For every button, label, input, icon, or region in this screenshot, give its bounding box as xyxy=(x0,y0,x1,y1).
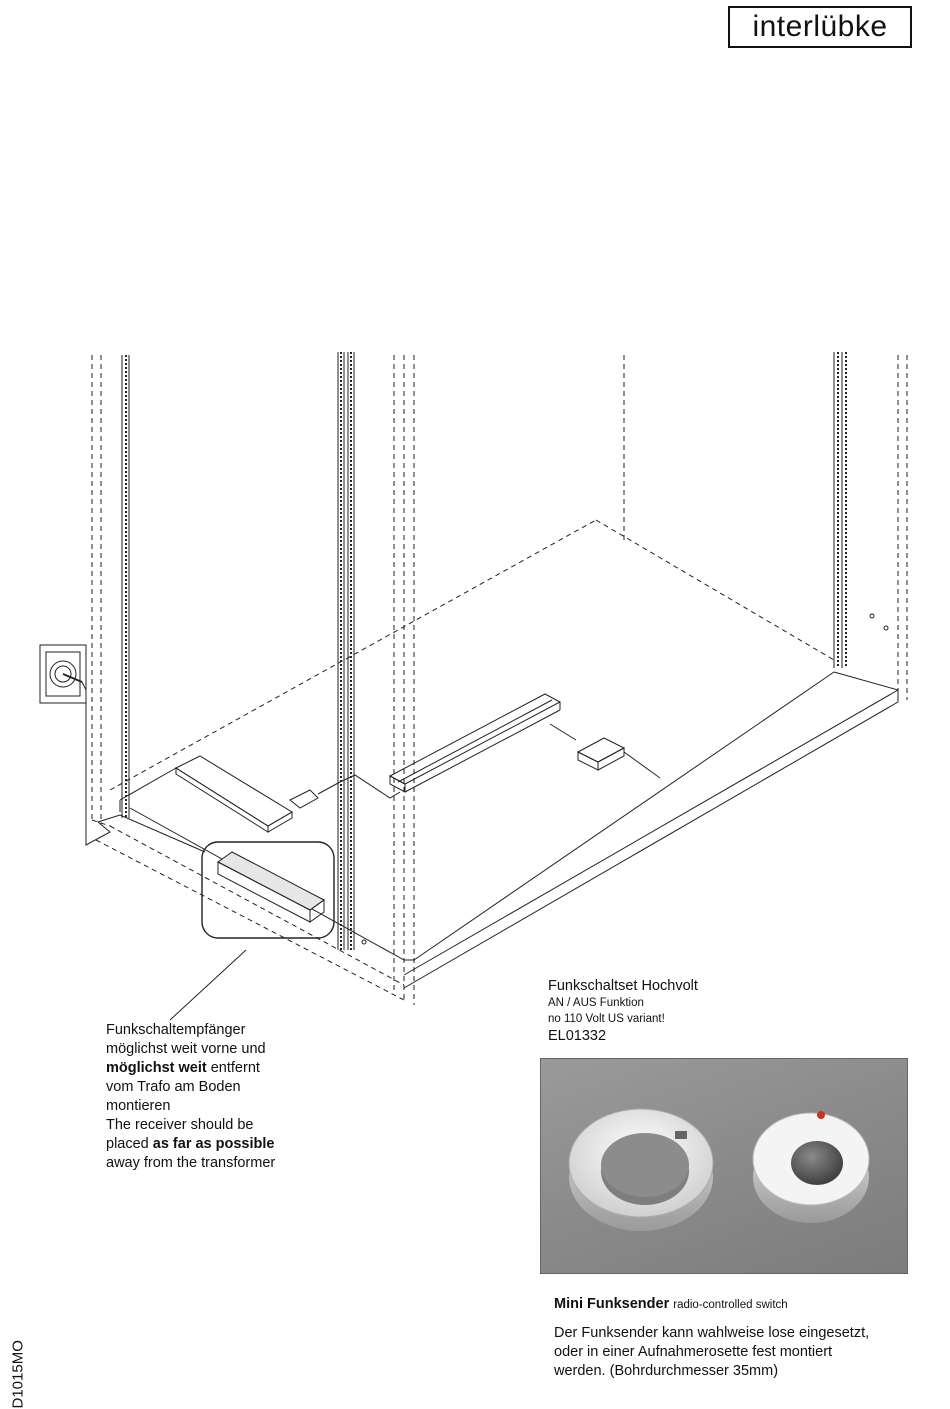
right-side-panel xyxy=(898,355,907,700)
right-rail xyxy=(834,352,846,668)
plug-icon xyxy=(290,775,400,808)
wall-socket-icon xyxy=(40,645,86,703)
note-line-3-rest: entfernt xyxy=(206,1060,260,1076)
set-variant-note: no 110 Volt US variant! xyxy=(548,1013,665,1025)
document-code: D1015MO xyxy=(9,1340,27,1409)
leader-line xyxy=(170,950,246,1020)
note-line-7-bold: as far as possible xyxy=(152,1136,275,1152)
left-rail xyxy=(122,355,129,818)
status-led-icon xyxy=(817,1111,825,1119)
note-line-1: Funkschaltempfänger xyxy=(106,1022,246,1038)
set-function: AN / AUS Funktion xyxy=(548,997,644,1009)
transformer-icon xyxy=(120,756,292,832)
mini-sender-title: Mini Funksender xyxy=(554,1296,670,1312)
receiver-highlight xyxy=(202,842,334,938)
mini-sender-description xyxy=(554,1324,924,1381)
note-line-6: The receiver should be xyxy=(106,1117,254,1133)
set-article-number: EL01332 xyxy=(548,1028,607,1044)
interluebke-logo: interlübke xyxy=(728,6,912,48)
desc-line-2: oder in einer Aufnahmerosette fest montiert xyxy=(554,1344,833,1360)
product-set-info xyxy=(548,977,698,1045)
note-line-5: montieren xyxy=(106,1098,171,1114)
note-line-3-bold: möglichst weit xyxy=(106,1060,207,1076)
mini-sender-subtitle: radio-controlled switch xyxy=(673,1299,788,1311)
desc-line-3: werden. (Bohrdurchmesser 35mm) xyxy=(554,1363,779,1379)
mini-sender-heading xyxy=(554,1295,788,1315)
distributor-icon xyxy=(550,724,660,778)
power-cable xyxy=(82,682,205,852)
left-side-panel xyxy=(92,355,110,826)
radio-switch-image xyxy=(753,1111,869,1223)
note-line-7 xyxy=(106,1135,366,1154)
note-line-8: away from the transformer xyxy=(106,1155,276,1171)
front-dashed-panel xyxy=(394,355,414,1005)
note-line-2: möglichst weit vorne und xyxy=(106,1041,266,1057)
middle-rails xyxy=(338,352,354,950)
product-photo xyxy=(540,1058,908,1274)
note-line-3 xyxy=(106,1059,366,1078)
receiver-mounting-note xyxy=(106,1021,366,1173)
led-light-bar xyxy=(390,694,560,792)
mounting-rosette-image xyxy=(569,1109,713,1231)
note-line-7-pre: placed xyxy=(106,1136,153,1152)
desc-line-1: Der Funksender kann wahlweise lose eingesetzt, xyxy=(554,1325,870,1341)
floor-plate xyxy=(130,672,898,988)
set-title: Funkschaltset Hochvolt xyxy=(548,978,698,994)
note-line-4: vom Trafo am Boden xyxy=(106,1079,241,1095)
